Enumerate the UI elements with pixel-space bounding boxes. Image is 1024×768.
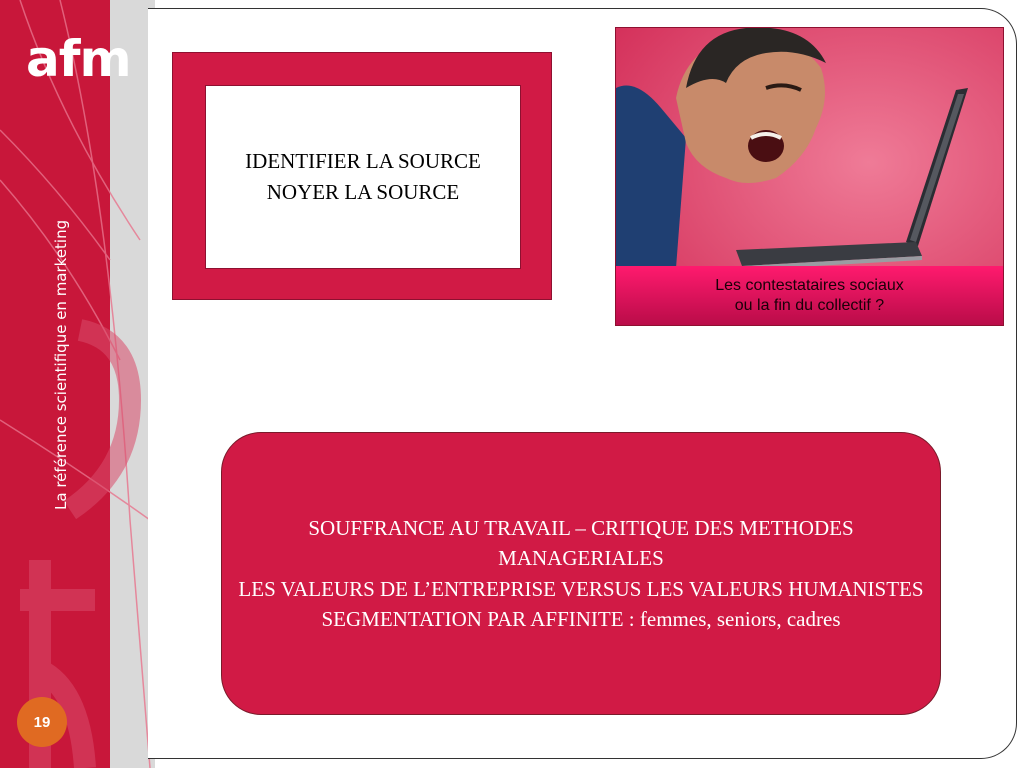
caption-line-1: Les contestataires sociaux [715, 277, 904, 294]
caption-line-2: ou la fin du collectif ? [734, 297, 885, 314]
sidebar-decoration [0, 0, 155, 768]
afm-logo: afm [26, 30, 131, 88]
panel-line-segmentation: SEGMENTATION PAR AFFINITE : femmes, seniors, cadres [321, 607, 841, 631]
sidebar-tagline: La référence scientifique en marketing [52, 219, 70, 510]
panel-line-work-suffering: SOUFFRANCE AU TRAVAIL – CRITIQUE DES METHODES MANAGERIALES [308, 515, 854, 570]
screaming-man-photo [615, 27, 1004, 326]
source-box [172, 52, 552, 300]
panel-line-values: LES VALEURS DE L’ENTREPRISE VERSUS LES VALEURS HUMANISTES [238, 576, 924, 601]
themes-panel [221, 432, 941, 715]
source-box-inner [205, 85, 521, 269]
source-line-identify: IDENTIFIER LA SOURCE [245, 149, 481, 173]
photo-caption [616, 266, 1003, 326]
source-line-drown: NOYER LA SOURCE [266, 180, 460, 204]
page-number-badge: 19 [17, 697, 67, 747]
